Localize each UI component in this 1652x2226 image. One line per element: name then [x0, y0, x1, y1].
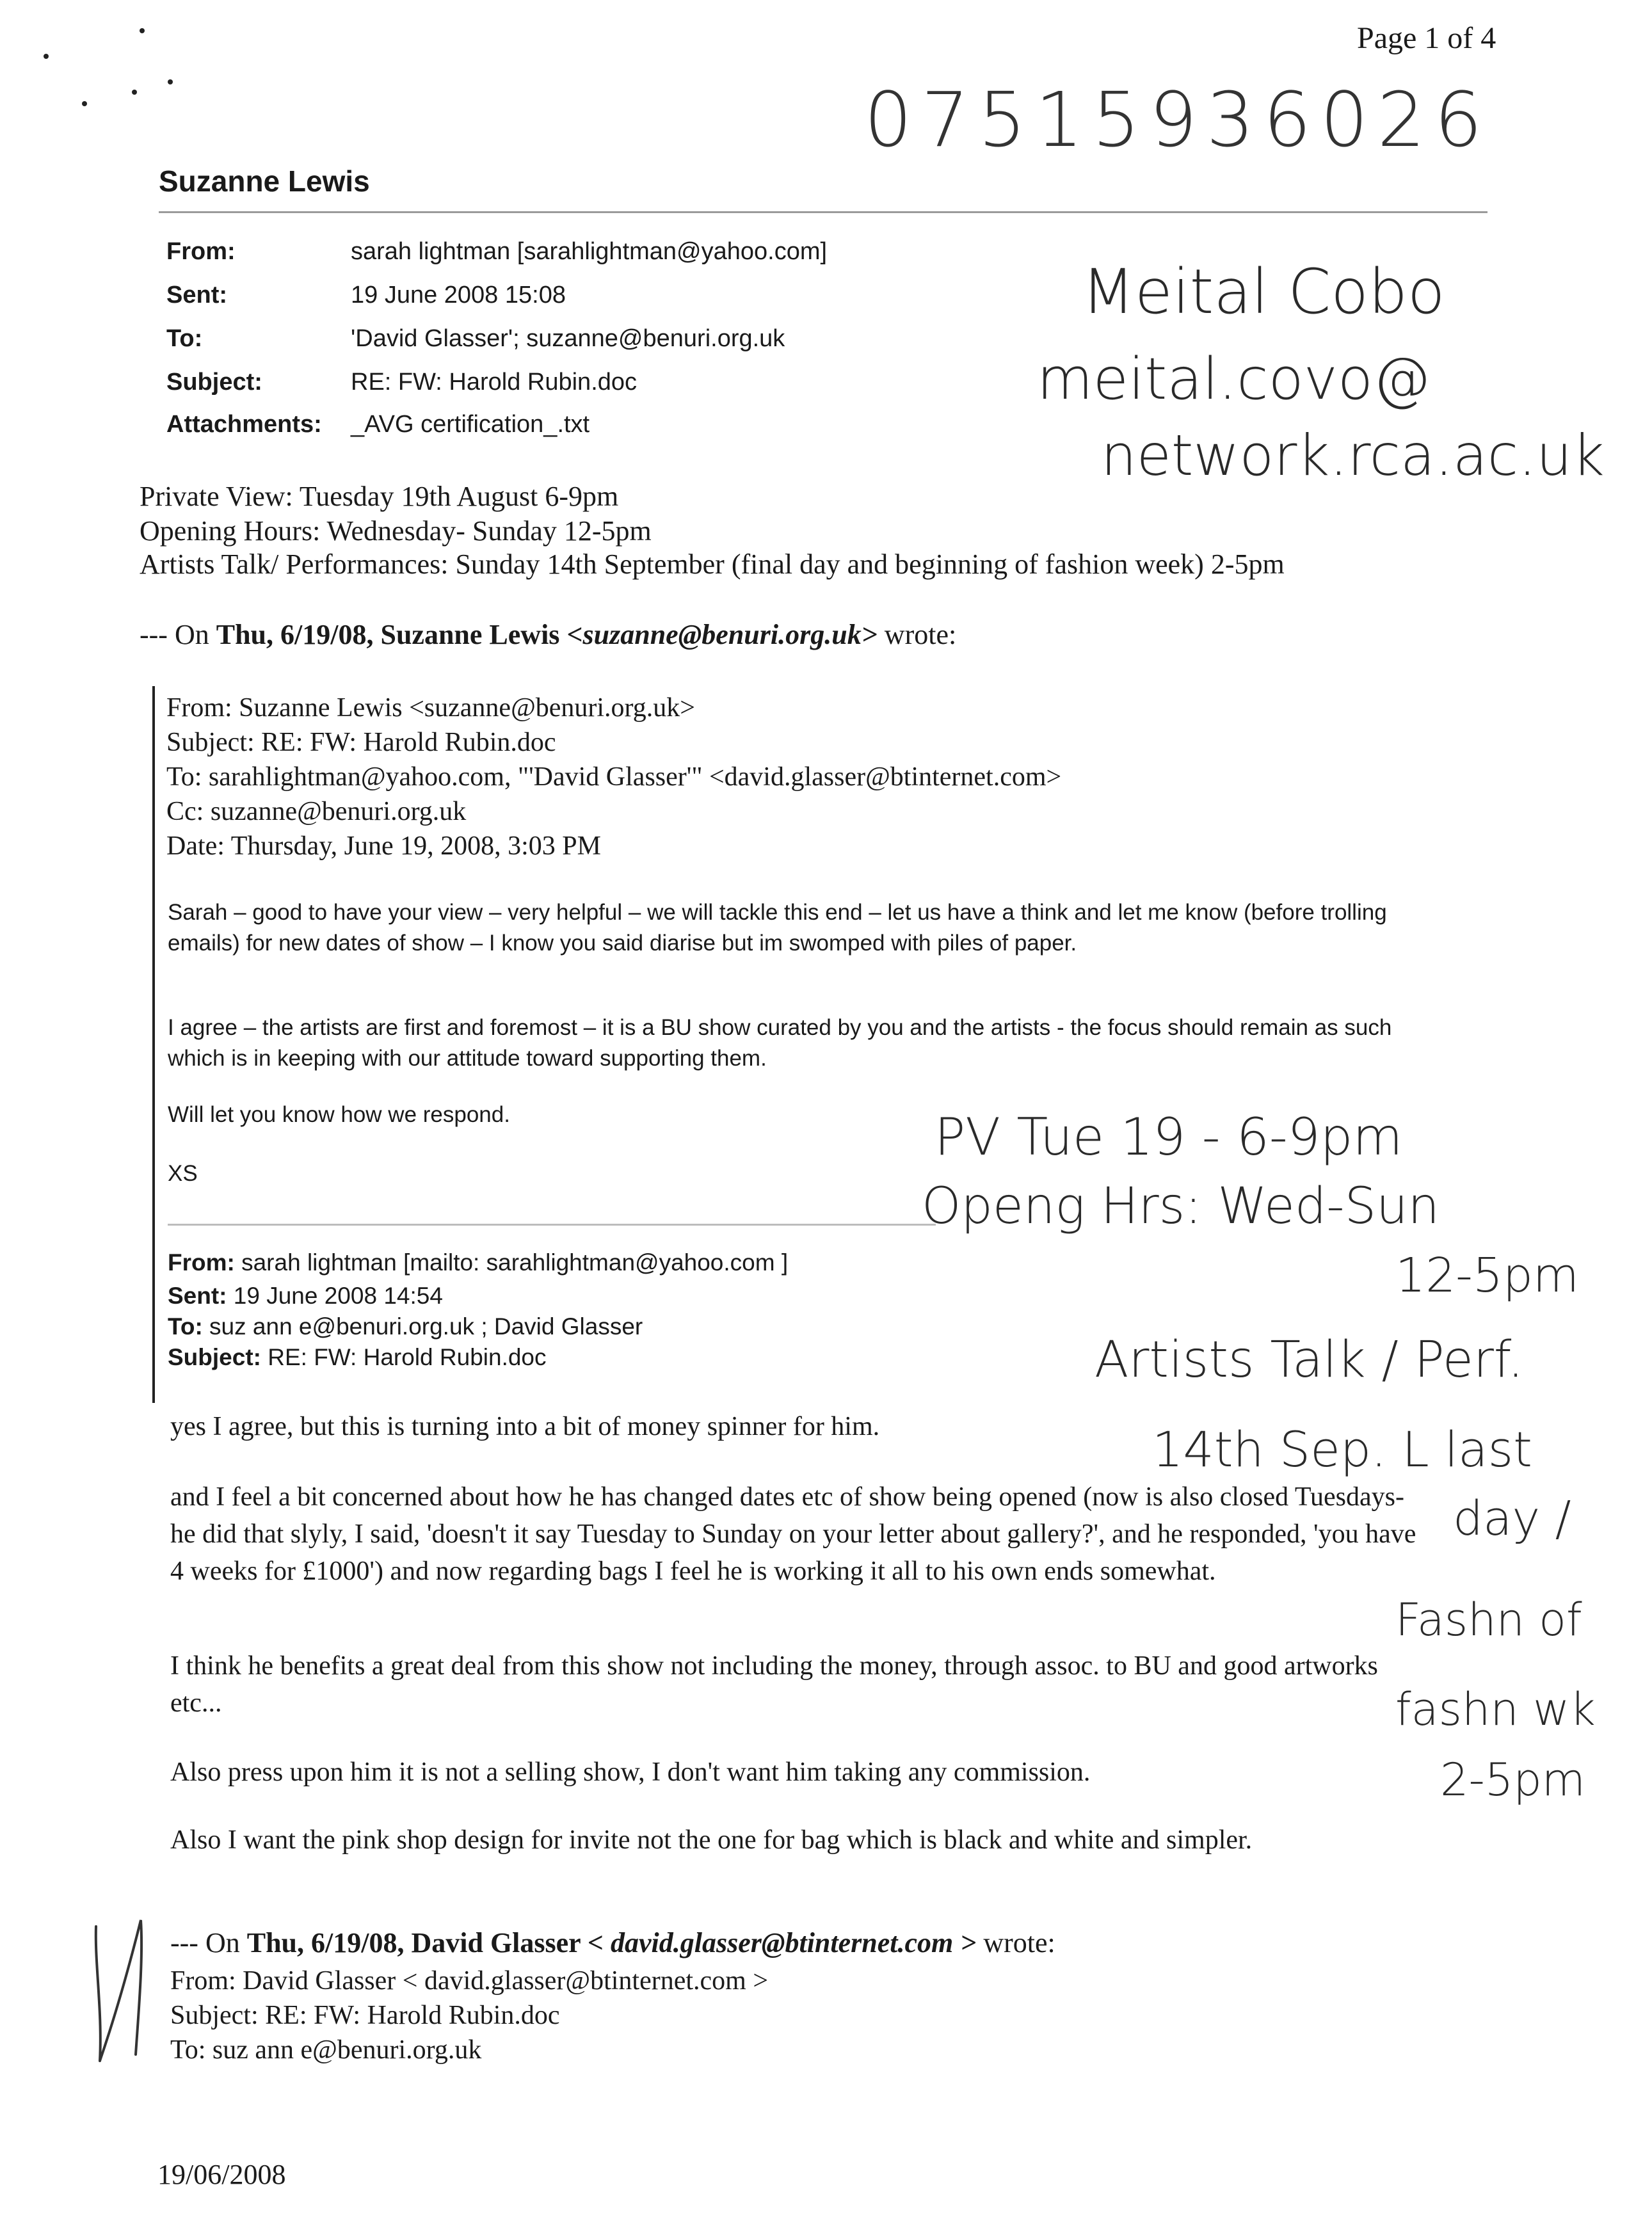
sent-label: Sent: — [166, 282, 227, 308]
quoted-divider — [168, 1224, 936, 1226]
attribution-email[interactable]: <suzanne@benuri.org.uk> — [566, 619, 878, 650]
quoted2-subject — [168, 1344, 547, 1371]
body-paragraph-2: and I feel a bit concerned about how he has changed dates etc of show being opened (now is also closed Tuesdays- he did that slyly, I said, 'doesn't it say Tuesday to Sunday on your letter about gallery?', and he responded, 'you have 4 weeks for £1000') and now regarding bags I feel he is working it all to his own ends somewhat. — [170, 1482, 1416, 1586]
attribution-date: Thu, 6/19/08, — [216, 619, 374, 650]
quoted2-sent-label: Sent: — [168, 1283, 227, 1309]
handwritten-note-4: Artists Talk / Perf. — [1095, 1331, 1524, 1389]
quoted-subject: Subject: RE: FW: Harold Rubin.doc — [166, 728, 556, 757]
handwritten-note-1: PV Tue 19 - 6-9pm — [934, 1107, 1403, 1167]
quoted-signoff: XS — [168, 1161, 198, 1186]
quoted-paragraph-3: Will let you know how we respond. — [168, 1102, 510, 1127]
quote-bar — [152, 686, 155, 1403]
private-view-line: Private View: Tuesday 19th August 6-9pm — [140, 481, 619, 512]
handwritten-note-5: 14th Sep. L last — [1152, 1421, 1532, 1478]
header-divider — [159, 211, 1488, 213]
attachment-link[interactable]: _AVG certification_.txt — [351, 411, 590, 438]
attribution-suffix: wrote: — [877, 619, 957, 650]
quoted3-subject: Subject: RE: FW: Harold Rubin.doc — [170, 2001, 560, 2030]
quoted-paragraph-1: Sarah – good to have your view – very helpful – we will tackle this end – let us have a think and let me know (before trolling emails) for new dates of show – I know you said diarise but im swomped with piles of paper. — [168, 900, 1387, 956]
handwritten-phone-number: 07515936026 — [864, 76, 1491, 164]
handwritten-email-line1: meital.covo@ — [1037, 346, 1431, 413]
quoted2-sent-value: 19 June 2008 14:54 — [227, 1283, 443, 1309]
reply-attribution-1 — [140, 618, 956, 651]
handwritten-note-9: 2-5pm — [1440, 1754, 1585, 1806]
attribution2-email[interactable]: < david.glasser@btinternet.com > — [587, 1927, 977, 1958]
attribution2-prefix: --- On — [170, 1927, 247, 1958]
reply-attribution-2 — [170, 1926, 1055, 1959]
margin-scribble — [77, 1907, 166, 2074]
quoted2-subject-value: RE: FW: Harold Rubin.doc — [261, 1344, 547, 1370]
footer-date: 19/06/2008 — [157, 2159, 286, 2190]
from-label: From: — [166, 238, 236, 265]
body-paragraph-4: Also press upon him it is not a selling show, I don't want him taking any commission. — [170, 1758, 1091, 1787]
quoted-from: From: Suzanne Lewis <suzanne@benuri.org.uk> — [166, 693, 695, 723]
attribution2-date: Thu, 6/19/08, — [246, 1927, 405, 1958]
quoted-paragraph-2: I agree – the artists are first and foremost – it is a BU show curated by you and the artists - the focus should remain as such which is in keeping with our attitude toward supporting them. — [168, 1015, 1392, 1071]
subject-value: RE: FW: Harold Rubin.doc — [351, 369, 638, 396]
quoted3-from: From: David Glasser < david.glasser@btinternet.com > — [170, 1966, 769, 1996]
sent-value: 19 June 2008 15:08 — [351, 282, 566, 308]
to-label: To: — [166, 325, 203, 352]
handwritten-note-7: Fashn of — [1395, 1594, 1582, 1646]
mailbox-owner-name: Suzanne Lewis — [159, 164, 370, 198]
quoted-cc: Cc: suzanne@benuri.org.uk — [166, 797, 467, 826]
body-paragraph-1: yes I agree, but this is turning into a bit of money spinner for him. — [170, 1412, 880, 1441]
page-number: Page 1 of 4 — [1357, 21, 1496, 55]
quoted2-to-label: To: — [168, 1313, 203, 1340]
body-paragraph-5: Also I want the pink shop design for invite not the one for bag which is black and white and simpler. — [170, 1825, 1253, 1855]
attribution-name: Suzanne Lewis — [373, 619, 567, 650]
attribution2-suffix: wrote: — [976, 1927, 1055, 1958]
quoted2-from-value: sarah lightman [mailto: sarahlightman@yahoo.com ] — [234, 1249, 789, 1276]
handwritten-note-2: Openg Hrs: Wed-Sun — [922, 1178, 1439, 1235]
subject-label: Subject: — [166, 369, 262, 396]
handwritten-note-6: day / — [1453, 1491, 1571, 1546]
handwritten-note-8: fashn wk — [1395, 1683, 1596, 1736]
quoted2-from — [168, 1249, 788, 1276]
attachments-label: Attachments: — [166, 411, 322, 438]
artists-talk-line: Artists Talk/ Performances: Sunday 14th September (final day and beginning of fashion week) 2-5pm — [140, 548, 1285, 580]
quoted2-to — [168, 1313, 643, 1340]
attribution2-name: David Glasser — [404, 1927, 588, 1958]
quoted2-sent — [168, 1283, 443, 1309]
quoted2-from-label: From: — [168, 1249, 235, 1276]
to-value: 'David Glasser'; suzanne@benuri.org.uk — [351, 325, 785, 352]
from-value: sarah lightman [sarahlightman@yahoo.com] — [351, 238, 828, 265]
body-paragraph-3: I think he benefits a great deal from this show not including the money, through assoc. to BU and good artworks etc... — [170, 1651, 1378, 1718]
quoted2-subject-label: Subject: — [168, 1344, 261, 1370]
attribution-prefix: --- On — [140, 619, 216, 650]
quoted-date: Date: Thursday, June 19, 2008, 3:03 PM — [166, 831, 601, 861]
quoted-to: To: sarahlightman@yahoo.com, "'David Glasser'" <david.glasser@btinternet.com> — [166, 762, 1062, 792]
handwritten-name: Meital Cobo — [1082, 256, 1445, 328]
quoted2-to-value: suz ann e@benuri.org.uk ; David Glasser — [202, 1313, 643, 1340]
quoted3-to: To: suz ann e@benuri.org.uk — [170, 2035, 482, 2065]
handwritten-note-3: 12-5pm — [1395, 1248, 1580, 1303]
opening-hours-line: Opening Hours: Wednesday- Sunday 12-5pm — [140, 515, 652, 547]
handwritten-email-line2: network.rca.ac.uk — [1101, 422, 1605, 488]
